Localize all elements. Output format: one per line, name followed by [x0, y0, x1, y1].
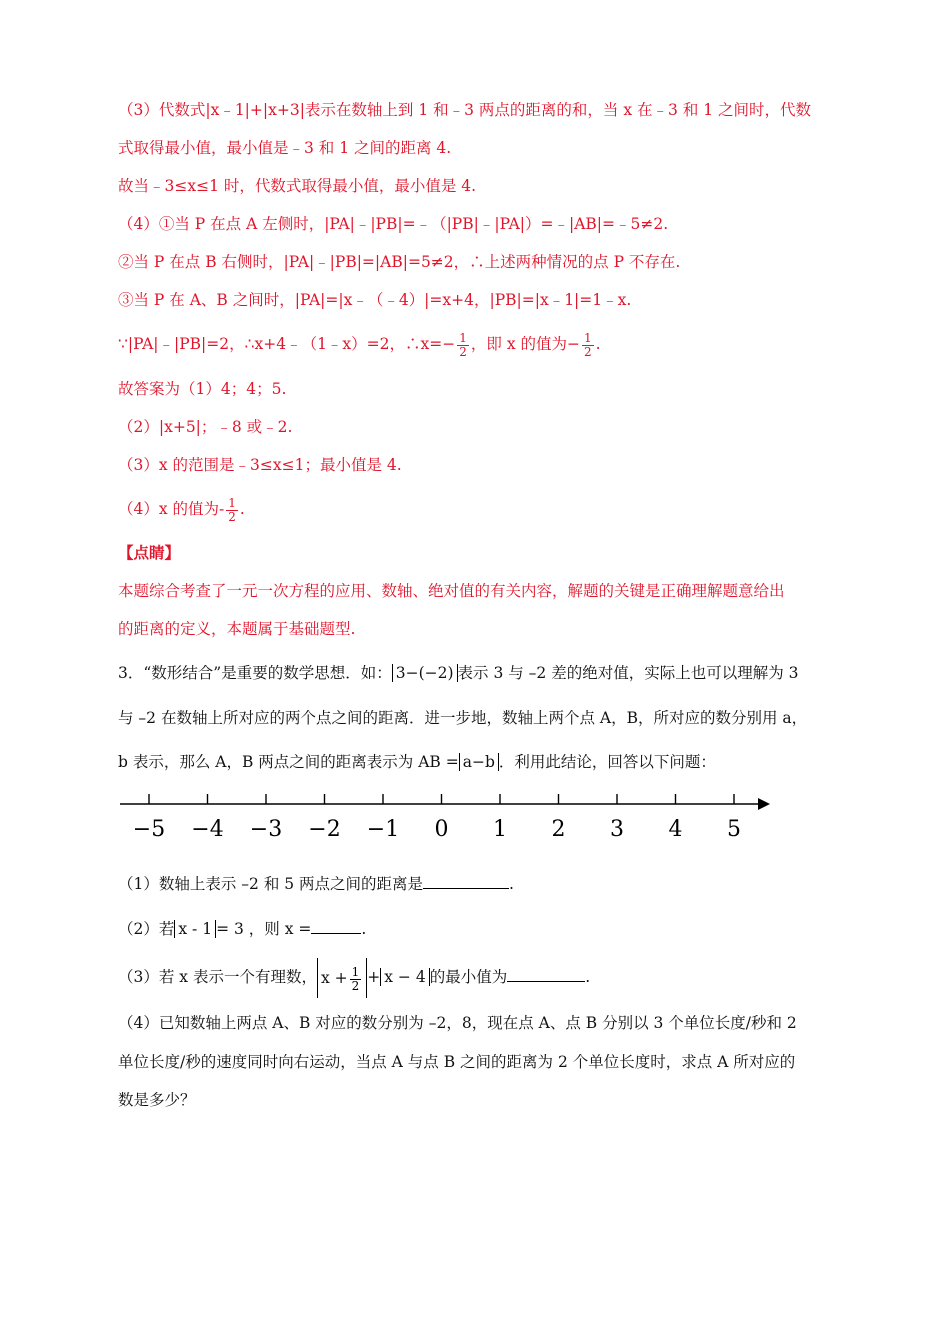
number-line-tick-label: 1: [493, 817, 507, 842]
number-line-tick-label: 5: [727, 817, 741, 842]
answer-part2: （2）|x+5|；﹣8 或﹣2.: [118, 418, 293, 436]
dianjing-line1: 本题综合考查了一元一次方程的应用、数轴、绝对值的有关内容，解题的关键是正确理解题意给出: [118, 582, 785, 600]
number-line-tick-label: 0: [434, 817, 449, 842]
solution-part4-case1: （4）①当 P 在点 A 左侧时，|PA|﹣|PB|=﹣（|PB|﹣|PA|）=﹣|AB|=﹣5≠2.: [118, 215, 669, 233]
answer-part3: （3）x 的范围是﹣3≤x≤1；最小值是 4.: [118, 456, 402, 474]
solution-part3-line2: 式取得最小值，最小值是﹣3 和 1 之间的距离 4.: [118, 139, 452, 157]
q3-sub4-line1: （4）已知数轴上两点 A、B 对应的数分别为 –2，8，现在点 A、点 B 分别以 3 个单位长度/秒和 2: [118, 1014, 797, 1032]
answer-intro: 故答案为（1）4；4；5.: [118, 380, 287, 398]
fraction-one-half: $\frac{1}{2}$: [459, 330, 467, 359]
dianjing-title: 【点睛】: [118, 543, 181, 562]
abs-x-minus-4: x − 4: [380, 968, 429, 986]
abs-a-minus-b: a−b: [459, 753, 499, 771]
fraction-one-half: $\frac{1}{2}$: [351, 964, 360, 993]
answer4-text: （4）x 的值为-: [118, 500, 225, 518]
solution-part4-calc: [118, 326, 838, 362]
solution-part4-case3: ③当 P 在 A、B 之间时，|PA|=|x﹣（﹣4）|=x+4，|PB|=|x﹣1|=1﹣x.: [118, 291, 632, 309]
solution-part3-line1: （3）代数式|x﹣1|+|x+3|表示在数轴上到 1 和﹣3 两点的距离的和，当 x 在﹣3 和 1 之间时，代数: [118, 101, 812, 119]
number-line-tick-label: −1: [366, 817, 400, 842]
abs-x-plus-half: x + $\frac{1}{2}$: [317, 958, 367, 998]
number-line-tick-label: 4: [668, 817, 683, 842]
number-line-tick-label: −3: [249, 817, 283, 842]
number-line-arrow: [758, 798, 770, 810]
answer-blank-3[interactable]: [507, 965, 585, 982]
calc-text-c: .: [595, 335, 601, 353]
abs-x-minus-1: x - 1: [174, 920, 216, 938]
answer4-end: .: [239, 500, 245, 518]
answer-part4: [118, 491, 838, 527]
abs-3-minus-neg2: 3−(−2): [392, 664, 458, 682]
number-line-tick-label: 3: [610, 817, 624, 842]
number-line-tick-label: −5: [132, 817, 166, 842]
q3-intro: 3．“数形结合”是重要的数学思想．如： 3−(−2) 表示 3 与 –2 差的绝对值，实际上也可以理解为 3: [118, 664, 799, 682]
q3-sub3: （3）若 x 表示一个有理数， x + $\frac{1}{2}$ + x − 4 的最小值为 .: [118, 955, 838, 999]
calc-text-a: ∵|PA|﹣|PB|=2，∴x+4﹣（1﹣x）=2，∴x=−: [118, 335, 456, 353]
q3-line3: b 表示，那么 A，B 两点之间的距离表示为 AB = a−b ．利用此结论，回答以下问题：: [118, 753, 716, 771]
dianjing-line2: 的距离的定义，本题属于基础题型.: [118, 620, 356, 638]
answer-blank-1[interactable]: [423, 872, 509, 889]
number-line-tick-label: −4: [191, 817, 224, 842]
q3-sub2: （2）若 x - 1 = 3 ，则 x = .: [118, 917, 838, 940]
q3-sub1: （1）数轴上表示 –2 和 5 两点之间的距离是 .: [118, 872, 838, 895]
q3-sub4-line3: 数是多少？: [118, 1091, 196, 1109]
solution-part3-line3: 故当﹣3≤x≤1 时，代数式取得最小值，最小值是 4.: [118, 177, 477, 195]
number-line: [110, 786, 780, 848]
number-line-tick-label: −2: [308, 817, 341, 842]
answer-blank-2[interactable]: [311, 917, 361, 934]
fraction-one-half: $\frac{1}{2}$: [583, 330, 592, 359]
number-line-tick-label: 2: [551, 817, 566, 842]
q3-sub4-line2: 单位长度/秒的速度同时向右运动，当点 A 与点 B 之间的距离为 2 个单位长度时，求点 A 所对应的: [118, 1053, 796, 1071]
solution-part4-case2: ②当 P 在点 B 右侧时，|PA|﹣|PB|=|AB|=5≠2，∴上述两种情况的点 P 不存在.: [118, 253, 681, 271]
q3-line2: 与 –2 在数轴上所对应的两个点之间的距离．进一步地，数轴上两个点 A，B，所对应的数分别用 a，: [118, 709, 808, 727]
calc-text-b: ，即 x 的值为−: [470, 335, 580, 353]
fraction-one-half: $\frac{1}{2}$: [228, 495, 236, 524]
